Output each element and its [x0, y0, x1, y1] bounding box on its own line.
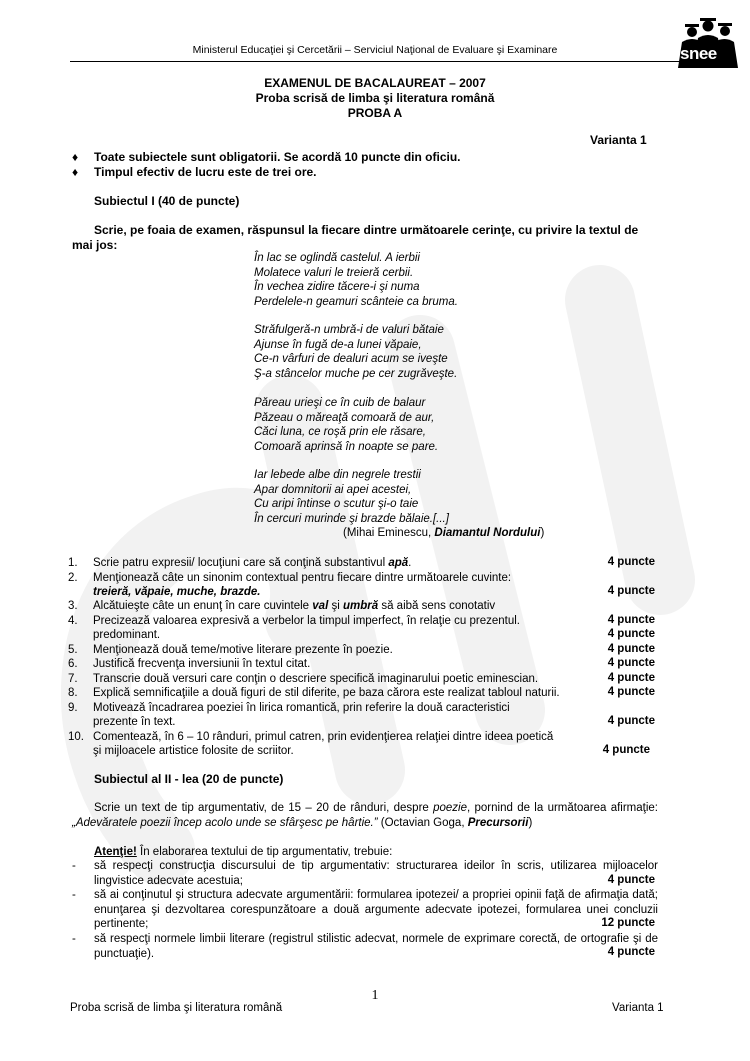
question-item-cont: predominant.	[93, 629, 161, 641]
dash-icon: -	[72, 933, 76, 945]
rule-item: ♦ Toate subiectele sunt obligatorii. Se acordă 10 puncte din oficiu.	[72, 150, 461, 164]
points-label: 4 puncte	[602, 744, 650, 756]
question-item: 7. Transcrie două versuri care conţin o descriere specifică imaginarului poetic eminescian.	[68, 673, 539, 685]
rule-item: ♦ Timpul efectiv de lucru este de trei ore.	[72, 165, 317, 179]
exam-proba: PROBA A	[347, 106, 403, 120]
attention-note: Atenţie! În elaborarea textului de tip argumentativ, trebuie:	[94, 846, 393, 858]
question-item-cont: prezente în text.	[93, 716, 176, 728]
ministry-header: Ministerul Educaţiei şi Cercetării – Serviciul Naţional de Evaluare şi Examinare	[192, 44, 558, 56]
exam-subtitle: Proba scrisă de limba şi literatura română	[255, 91, 495, 105]
subject2-task: Scrie un text de tip argumentativ, de 15 – 20 de rânduri, despre poezie, pornind de la următoarea afirmaţie: „Adevăratele poezii încep acolo unde se sfârşesc pe hârtie.” (Octavian Goga, Precursorii)	[72, 802, 658, 829]
question-item: 3. Alcătuieşte câte un enunţ în care cuvintele val şi umbră să aibă sens conotativ	[68, 600, 496, 612]
criterion-item: să ai conţinutul şi structura adecvate argumentării: formularea ipotezei/ a propriei opinii faţă de afirmaţia dată; enunţarea şi dezvoltarea corespunzătoare a două argumente adecvate ipotezei, formularea unei concluzii pertinente;	[94, 889, 658, 931]
subject2-heading: Subiectul al II - lea (20 de puncte)	[94, 772, 284, 786]
question-item: 1. Scrie patru expresii/ locuţiuni care să conţină substantivul apă.	[68, 557, 412, 569]
points-label: 4 puncte	[607, 657, 655, 669]
variant-label: Varianta 1	[590, 133, 647, 147]
question-item: 8. Explică semnificaţiile a două figuri de stil diferite, pe baza cărora este realizat tabloul naturii.	[68, 687, 560, 699]
question-item: 9. Motivează încadrarea poeziei în lirica romantică, prin referire la două caracteristici	[68, 702, 510, 714]
question-item-cont: şi mijloacele artistice folosite de scriitor.	[93, 745, 294, 757]
points-label: 4 puncte	[607, 628, 655, 640]
logo-text: snee	[680, 44, 717, 63]
points-label: 4 puncte	[607, 946, 655, 958]
points-label: 4 puncte	[607, 614, 655, 626]
question-item: 2. Menţionează câte un sinonim contextual pentru fiecare dintre următoarele cuvinte:	[68, 572, 512, 584]
page-number: 1	[371, 988, 379, 1003]
points-label: 4 puncte	[607, 585, 655, 597]
points-label: 4 puncte	[607, 556, 655, 568]
exam-title: EXAMENUL DE BACALAUREAT – 2007	[264, 76, 486, 90]
question-item: 5. Menţionează două teme/motive literare prezente în poezie.	[68, 644, 393, 656]
bullet-icon: ♦	[72, 165, 79, 179]
criterion-item: să respecţi normele limbii literare (registrul stilistic adecvat, normele de exprimare corectă, de ortografie şi de punctuaţie).	[94, 933, 658, 960]
poem-stanza: Păreau urieşi ce în cuib de balaur Păzeau o măreaţă comoară de aur, Căci luna, ce roşă prin ele răsare, Comoară aprinsă în noapte se pare.	[254, 397, 439, 453]
points-label: 12 puncte	[601, 917, 655, 929]
poem-source: (Mihai Eminescu, Diamantul Nordului)	[343, 527, 545, 539]
dash-icon: -	[72, 860, 76, 872]
question-item: 4. Precizează valoarea expresivă a verbelor la timpul imperfect, în relaţie cu prezentul.	[68, 615, 520, 627]
dash-icon: -	[72, 889, 76, 901]
question-item-words: treieră, văpaie, muche, brazde.	[93, 586, 261, 598]
points-label: 4 puncte	[607, 715, 655, 727]
poem-stanza: În lac se oglindă castelul. A ierbii Molatece valuri le treieră cerbii. În vechea zidire tăcere-i şi numa Perdelele-n geamuri scânteie ca bruma.	[254, 252, 458, 308]
points-label: 4 puncte	[607, 643, 655, 655]
header-rule	[70, 61, 683, 62]
points-label: 4 puncte	[607, 686, 655, 698]
subject1-heading: Subiectul I (40 de puncte)	[94, 194, 240, 208]
footer-left: Proba scrisă de limba şi literatura română	[70, 1002, 283, 1014]
poem-stanza: Străfulgeră-n umbră-i de valuri bătaie Ajunse în fugă de-a lunei văpaie, Ce-n vârfuri de dealuri acum se iveşte Ş-a stâncelor muche pe cer zugrăveşte.	[254, 324, 458, 380]
criterion-item: să respecţi construcţia discursului de tip argumentativ: structurarea ideilor în scris, utilizarea mijloacelor lingvistice adecvate acestuia;	[94, 860, 658, 887]
footer-right: Varianta 1	[612, 1002, 664, 1014]
points-label: 4 puncte	[607, 874, 655, 886]
question-item: 6. Justifică frecvenţa inversiunii în textul citat.	[68, 658, 311, 670]
snee-logo	[674, 12, 742, 68]
poem-stanza: Iar lebede albe din negrele trestii Apar domnitorii ai apei acestei, Cu aripi întinse o scutur şi-o taie În cercuri murinde şi brazde bălaie.[...]	[254, 469, 449, 525]
question-item: 10. Comentează, în 6 – 10 rânduri, primul catren, prin evidenţierea relaţiei dintre ideea poetică	[68, 731, 554, 743]
bullet-icon: ♦	[72, 150, 79, 164]
subject1-instruction: Scrie, pe foaia de examen, răspunsul la fiecare dintre următoarele cerinţe, cu privire la textul de mai jos:	[72, 223, 639, 252]
points-label: 4 puncte	[607, 672, 655, 684]
